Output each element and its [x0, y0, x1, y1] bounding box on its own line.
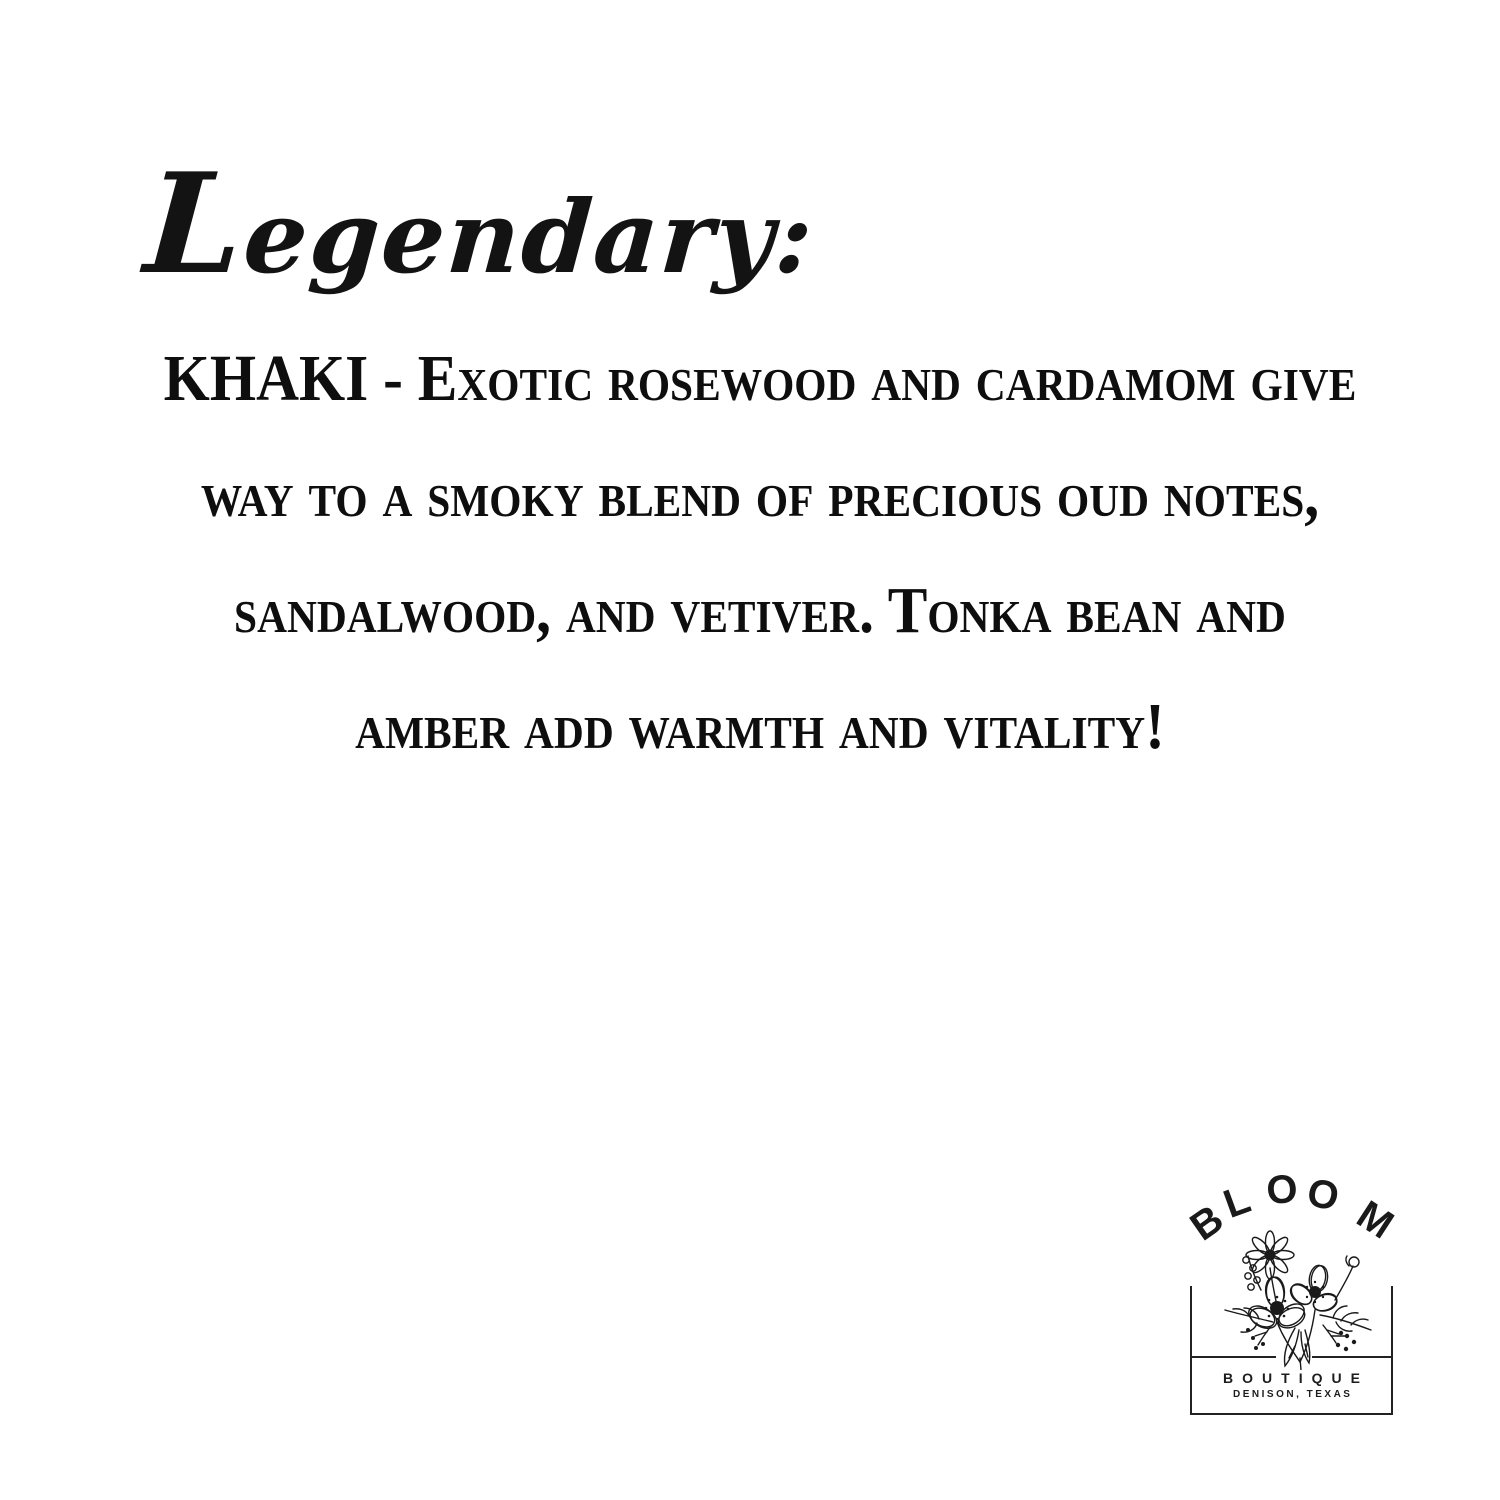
bloom-boutique-logo [1182, 1166, 1402, 1422]
description-line-1: KHAKI - Exotic rosewood and cardamom give [163, 342, 1357, 415]
location-label: DENISON, TEXAS [1233, 1389, 1353, 1400]
script-heading: Legendary: [140, 142, 819, 305]
description-line-4: amber add warmth and vitality! [355, 690, 1165, 763]
brand-arc-letter: O [1303, 1169, 1343, 1220]
description-line-2: way to a smoky blend of precious oud notes, [200, 458, 1320, 531]
brand-arc-letter: O [1264, 1166, 1300, 1213]
fragrance-description [20, 321, 1500, 785]
flower-bouquet-icon [1215, 1230, 1385, 1370]
brand-arc-letter: M [1349, 1192, 1402, 1248]
brand-arc-letter: B [1182, 1196, 1232, 1249]
boutique-label: BOUTIQUE [1223, 1370, 1369, 1386]
brand-arc-letter: L [1217, 1176, 1256, 1227]
description-line-3: sandalwood, and vetiver. Tonka bean and [234, 574, 1286, 647]
